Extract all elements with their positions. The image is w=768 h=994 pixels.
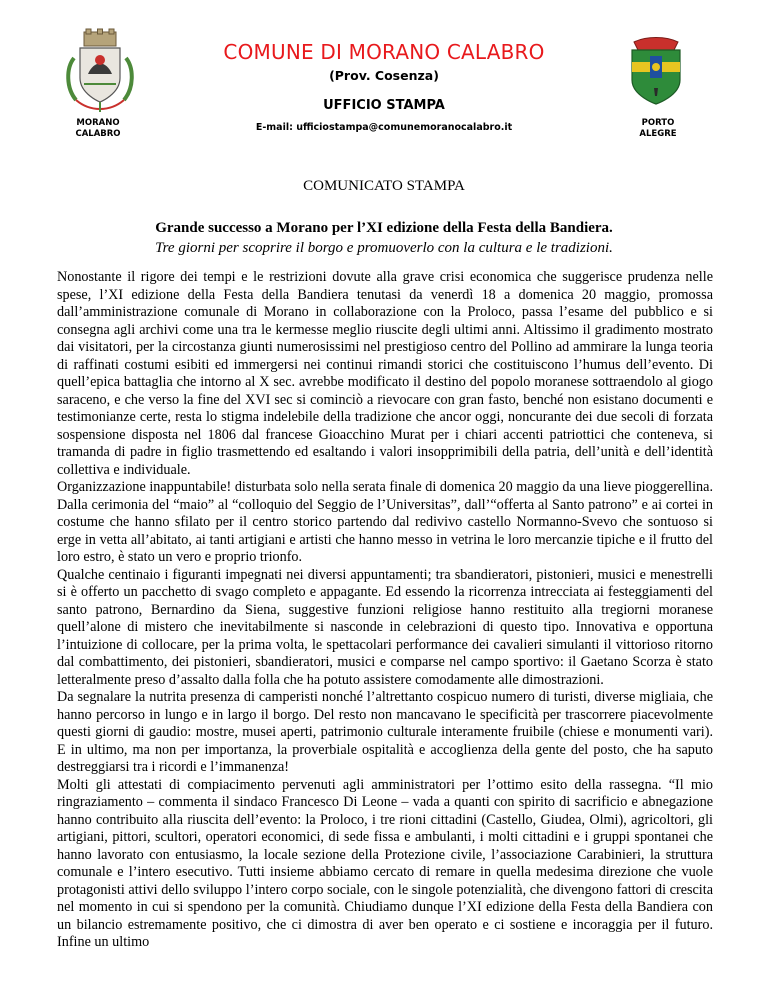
- office-email: E-mail: ufficiostampa@comunemoranocalabro.it: [255, 122, 513, 133]
- office-label: UFFICIO STAMPA: [323, 98, 445, 113]
- document-type-label: COMUNICATO STAMPA: [303, 178, 465, 194]
- paragraph: Da segnalare la nutrita presenza di camperisti nonché l’altrettanto cospicuo numero di turisti, diverse migliaia, che hanno percorso in lungo e in largo il borgo. Del resto non mancavano le specificità per trascorrere piacevolmente questi giorni di gaudio: mostre, musei aperti, patrimonio culturale interamente fruibile (chiese e monumenti vari). E in ultimo, ma non per importanza, la proverbiale ospitalità e accoglienza della gente del posto, che ha saputo destreggiarsi tra i ricordi e l’immanenza!: [57, 689, 713, 775]
- paragraph: Molti gli attestati di compiacimento pervenuti agli amministratori per l’ottimo esito della rassegna. “Il mio ringraziamento – commenta il sindaco Francesco Di Leone – vada a quanti con spirito di sacrificio e abnegazione hanno contribuito alla riuscita dell’evento: la Proloco, i tre rioni cittadini (Castello, Giudea, Olmi), agricoltori, gli artigiani, pittori, scultori, operatori economici, di sede fissa e ambulanti, i molti cittadini e i gruppi spontanei che hanno lavorato con entusiasmo, la locale sezione della Protezione civile, l’associazione Carabinieri, la struttura comunale e l’intero esecutivo. Tutti insieme abbiamo cercato di remare in quella medesima direzione che vuole protagonisti attivi dello sviluppo l’intero corpo sociale, con le singole potenzialità, che divengono fattori di crescita nel momento in cui si spendono per la comunità. Chiudiamo dunque l’XI edizione della Festa della Bandiera con un bilancio estremamente positivo, che ci dimostra di aver ben operato e ci sostiene e incoraggia per il futuro. Infine un ultimo: [57, 776, 713, 950]
- right-crest-caption: PORTO ALEGRE: [639, 118, 677, 139]
- porto-alegre-coat-of-arms-icon: [624, 36, 688, 106]
- headline: Grande successo a Morano per l’XI edizione della Festa della Bandiera.: [155, 220, 613, 236]
- subheadline: Tre giorni per scoprire il borgo e promuoverlo con la cultura e le tradizioni.: [155, 240, 613, 256]
- province-label: (Prov. Cosenza): [329, 68, 439, 83]
- left-crest-caption: MORANO CALABRO: [75, 118, 121, 139]
- paragraph: Nonostante il rigore dei tempi e le restrizioni dovute alla grave crisi economica che suggerisce prudenza nelle spese, l’XI edizione della Festa della Bandiera tenutasi da venerdì 18 a domenica 20 maggio, promossa dall’amministrazione comunale di Morano in collaborazione con la Proloco, passa l’esame del pubblico e si consegna agli archivi come una tra le kermesse meglio riuscite degli ultimi anni. Altissimo il gradimento mostrato dai visitatori, per la circostanza giunti numerosissimi nel prestigioso centro del Pollino ad ammirare la lunga teoria di raffinati costumi esibiti ed immergersi nei continui rimandi storici che costituiscono l’humus dell’evento. Di quell’epica battaglia che intorno al X sec. avrebbe modificato il destino del popolo moranese sottraendolo al giogo saraceno, e che verso la fine del XVI sec si cominciò a rievocare con gran fasto, benché non esistano documenti e testimonianze certe, resta lo stigma indelebile della tradizione che ancor oggi, noncurante dei due secoli di forzata sospensione disposta nel 1806 dal francese Gioacchino Murat per i chiari accenti patriottici che conteneva, si tramanda di padre in figlio trasmettendo ed esaltando i valori insopprimibili della patria, dell’unità e dell’identità collettiva e individuale.: [57, 269, 713, 478]
- paragraph: Organizzazione inappuntabile! disturbata solo nella serata finale di domenica 20 maggio da una lieve pioggerellina. Dalla cerimonia del “maio” al “colloquio del Seggio de l’Universitas”, dall’“offerta al Santo patrono” e ai cortei in costume che hanno sfilato per il centro storico partendo dal redivivo castello Normanno-Svevo che sontuoso si erge in vetta all’abitato, ai tanti artigiani e artisti che hanno messo in vetrina le loro mercanzie tipiche e il frutto del loro estro, è stato un vero e proprio trionfo.: [57, 479, 713, 565]
- article-body: [57, 269, 713, 952]
- paragraph: Qualche centinaio i figuranti impegnati nei diversi appuntamenti; tra sbandieratori, pistonieri, musici e menestrelli si è offerto un pacchetto di svago completo e appagante. Ed essendo la ricorrenza intrecciata ai festeggiamenti del santo patrono, Bernardino da Siena, suggestive funzioni religiose hanno restituito alla tregiorni moranese quell’alone di mistero che inevitabilmente si nasconde in celebrazioni di questo tipo. Innovativa e opportuna l’intuizione di collocare, per la prima volta, le spettacolari performance dei cavalieri simulanti il vittorioso ritorno dal combattimento, dei pistonieri, sbandieratori, musici e comparse nel campo sportivo: il Gaetano Scorza è stato letteralmente preso d’assalto dalla folla che ha potuto assistere comodamente alle dimostrazioni.: [57, 566, 713, 688]
- town-name: COMUNE DI MORANO CALABRO: [223, 40, 545, 64]
- letterhead: [0, 0, 768, 160]
